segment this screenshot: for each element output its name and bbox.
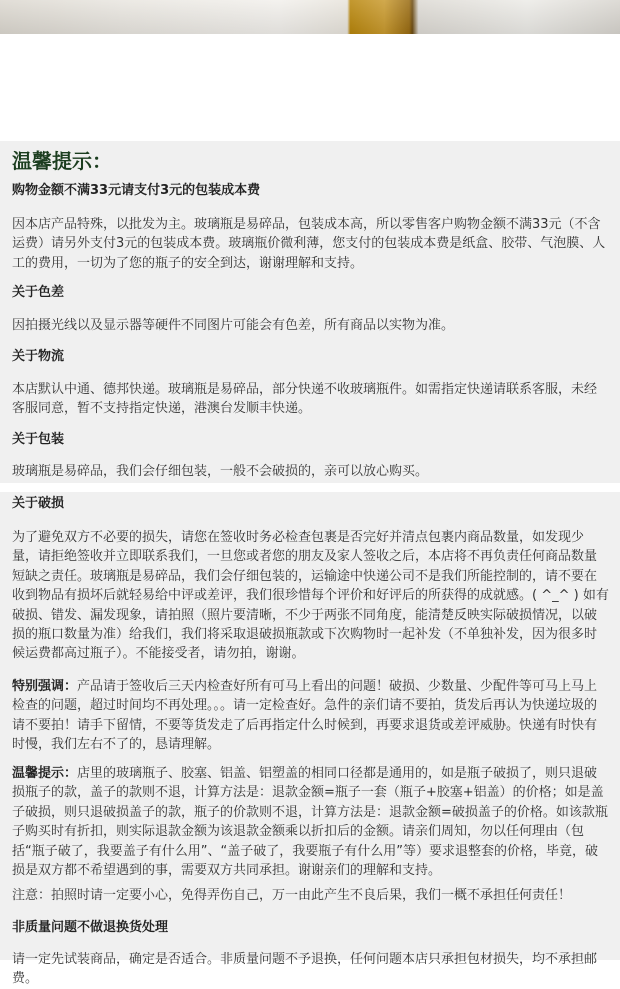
photo-sheen xyxy=(0,0,620,34)
warm-tip xyxy=(12,764,609,880)
section-heading-packing: 关于包装 xyxy=(12,432,65,447)
caution-note: 注意：拍照时请一定要小心，免得弄伤自己，万一由此产生不良后果，我们一概不承担任何责任！ xyxy=(12,888,572,903)
section-heading-logistics: 关于物流 xyxy=(12,349,65,364)
nonquality-body: 请一定先试装商品，确定是否适合。非质量问题不予退换，任何问题本店只承担包材损失，均不承担邮费。 xyxy=(12,952,598,987)
notice-title: 温馨提示： xyxy=(12,149,112,173)
special-emphasis-body: 产品请于签收后三天内检查好所有可马上看出的问题！破损、少数量、少配件等可马上马上检查的问题，超过时间均不再处理。。。请一定检查好。急件的亲们请不要拍，货发后再认为快递垃圾的请不要拍！请手下留情，不要等货发走了后再指定什么时候到，再要求退货或差评威胁。快递有时快有时慢，我们左右不了的，恳请理解。 xyxy=(12,679,598,753)
section-heading-packaging-fee: 购物金额不满33元请支付3元的包装成本费 xyxy=(12,183,261,198)
special-emphasis-label: 特别强调： xyxy=(12,679,78,694)
section-heading-color: 关于色差 xyxy=(12,285,65,300)
section-body-packaging-fee: 因本店产品特殊，以批发为主。玻璃瓶是易碎品，包装成本高，所以零售客户购物金额不满33元（不含运费）请另外支付3元的包装成本费。玻璃瓶价微利薄，您支付的包装成本费是纸盒、胶带、气泡膜、人工的费用，一切为了您的瓶子的安全到达，谢谢理解和支持。 xyxy=(12,217,606,271)
section-body-color: 因拍摄光线以及显示器等硬件不同图片可能会有色差，所有商品以实物为准。 xyxy=(12,318,455,333)
warm-tip-label: 温馨提示： xyxy=(12,766,78,781)
product-photo-strip xyxy=(0,0,620,34)
nonquality-heading: 非质量问题不做退换货处理 xyxy=(12,920,169,935)
section-heading-damage: 关于破损 xyxy=(12,496,65,511)
warm-tip-body: 店里的玻璃瓶子、胶塞、铝盖、铝塑盖的相同口径都是通用的，如是瓶子破损了，则只退破损瓶子的款，盖子的款则不退，计算方法是：退款金额=瓶子一套（瓶子+胶塞+铝盖）的价格；如是盖子破损，则只退破损盖子的款，瓶子的价款则不退，计算方法是：退款金额=破损盖子的价格。如该款瓶子购买时有折扣，则实际退款金额为该退款金额乘以折扣后的金额。请亲们周知，勿以任何理由（包括“瓶子破了，我要盖子有什么用”、“盖子破了，我要瓶子有什么用”等）要求退整套的价格，毕竟，破损是双方都不希望遇到的事，需要双方共同承担。谢谢亲们的理解和支持。 xyxy=(12,766,608,879)
section-body-damage: 为了避免双方不必要的损失，请您在签收时务必检查包裹是否完好并清点包裹内商品数量，如发现少量，请拒绝签收并立即联系我们，一旦您或者您的朋友及家人签收之后，本店将不再负责任何商品数量短缺之责任。玻璃瓶是易碎品，我们会仔细包装的，运输途中快递公司不是我们所能控制的，请不要在收到物品有损坏后就轻易给中评或差评，我们很珍惜每个评价和好评后的所获得的成就感。( ^_^ ) 如有破损、错发、漏发现象，请拍照（照片要清晰，不少于两张不同角度，能清楚反映实际破损情况，以破损的瓶口数量为准）给我们，我们将采取退破损瓶款或下次购物时一起补发（不单独补发，因为很多时候运费都高过瓶子）。不能接受者，请勿拍，谢谢。 xyxy=(12,530,609,662)
special-emphasis xyxy=(12,677,609,755)
section-body-logistics: 本店默认中通、德邦快递。玻璃瓶是易碎品，部分快递不收玻璃瓶件。如需指定快递请联系客服，未经客服同意，暂不支持指定快递，港澳台发顺丰快递。 xyxy=(12,382,598,417)
section-body-packing: 玻璃瓶是易碎品，我们会仔细包装，一般不会破损的，亲可以放心购买。 xyxy=(12,464,429,479)
section-divider xyxy=(0,483,620,492)
